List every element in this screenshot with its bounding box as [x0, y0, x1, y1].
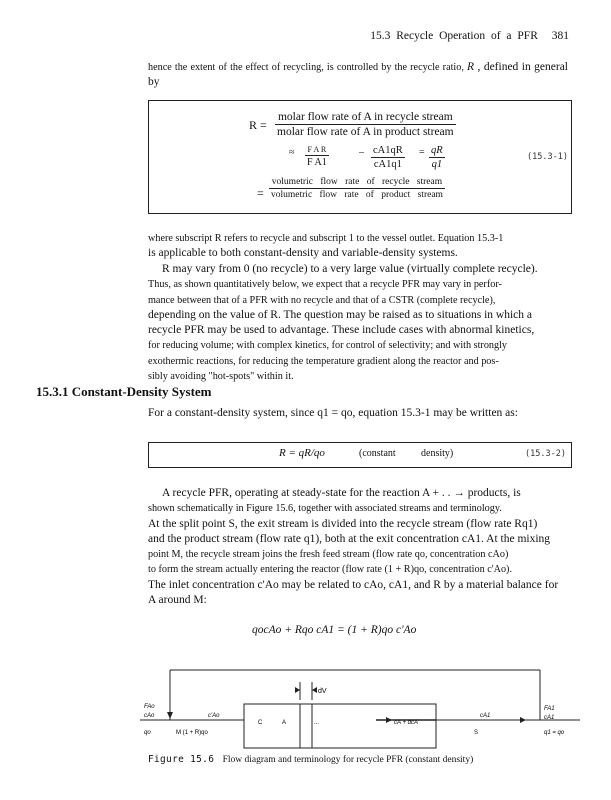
product-ca1: cA1	[544, 715, 555, 721]
eq2-condition-1: (constant	[359, 448, 396, 459]
element-concentration-label: cA + dcA	[394, 720, 418, 726]
eq1-fraction-volumetric	[269, 177, 445, 200]
eq1-volumetric-denominator: volumetric flow rate of product stream	[271, 190, 443, 200]
intro-text-end: , defined in general by	[148, 61, 568, 89]
feed-fao: FAo	[144, 704, 155, 710]
figure-15-6-diagram	[140, 664, 580, 756]
inlet-cao-prime: c'Ao	[208, 713, 220, 719]
eq1-fraction-conc	[371, 145, 405, 170]
para3-line5: recycle PFR may be used to advantage. These include cases with abnormal kinetics,	[148, 324, 535, 337]
para5-line6: to form the stream actually entering the reactor (flow rate (1 + R)qo, concentration c'Ao).	[148, 564, 512, 576]
exit-ca1: cA1	[480, 713, 491, 719]
para2-line2: is applicable to both constant-density and variable-density systems.	[148, 247, 458, 260]
eq1-q1: q1	[431, 159, 443, 170]
running-title: 15.3 Recycle Operation of a PFR	[370, 30, 538, 42]
eq1-conc-numerator: cA1qR	[373, 145, 403, 156]
para3-line4: depending on the value of R. The question may be raised as to situations in which a	[148, 308, 532, 321]
eq1-qr: qR	[431, 145, 443, 156]
feed-cao: cAo	[144, 713, 155, 719]
eq1-conc-denominator: cA1q1	[373, 159, 402, 170]
para5-line3: At the split point S, the exit stream is divided into the recycle stream (flow rate Rq1)	[148, 517, 538, 530]
eq2-expression: R = qR/qo	[279, 447, 325, 459]
exit-arrow-head	[520, 717, 526, 723]
reactor-continuation: ...	[314, 720, 320, 726]
paragraph-constant-density	[148, 406, 568, 421]
figure-label: Figure 15.6	[148, 754, 215, 765]
mixing-point-label: M (1 + R)qo	[176, 730, 208, 736]
para3-line3: mance between that of a PFR with no recycle and that of a CSTR (complete recycle),	[148, 294, 496, 306]
intro-paragraph	[148, 60, 568, 91]
eq1-fraction-molar	[275, 111, 456, 138]
eq1-molar-denominator: molar flow rate of A in product stream	[277, 126, 454, 138]
page-number: 381	[551, 30, 569, 42]
figure-caption	[148, 754, 473, 765]
para3-line7: exothermic reactions, for reducing the temperature gradient along the reactor and pos-	[148, 355, 499, 367]
para4-text: For a constant-density system, since q1 = qo, equation 15.3-1 may be written as:	[148, 407, 518, 419]
paragraph-recycle-pfr	[148, 486, 568, 608]
running-header	[370, 30, 569, 42]
para2-line1: where subscript R refers to recycle and subscript 1 to the vessel outlet. Equation 15.3-1	[148, 233, 504, 244]
eq1-fa1: F A1	[307, 157, 327, 168]
reactor-a-label: A	[282, 720, 287, 726]
dv-label: dV	[318, 688, 327, 695]
eq1-volumetric-numerator: volumetric flow rate of recycle stream	[269, 177, 445, 189]
para3-line1: R may vary from 0 (no recycle) to a very large value (virtually complete recycle).	[162, 263, 538, 275]
product-fa1: FA1	[544, 706, 555, 712]
eq1-fraction-q	[429, 145, 445, 170]
para5-line7: The inlet concentration c'Ao may be related to cAo, cA1, and R by a material balance for	[148, 578, 559, 591]
recycle-ratio-symbol: R	[467, 61, 475, 73]
recycle-arrow-head	[167, 712, 173, 719]
eq2-condition-2: density)	[421, 448, 454, 459]
dv-arrow-left	[295, 687, 300, 693]
paragraph-subscripts	[148, 231, 568, 262]
reactor-c-label: C	[258, 720, 263, 726]
intro-text: hence the extent of the effect of recycling, is controlled by the recycle ratio,	[148, 62, 468, 73]
split-point-label: S	[474, 730, 479, 736]
eq1-far: F A R	[305, 145, 329, 156]
paragraph-recycle-range	[148, 262, 568, 384]
figure-caption-text: Flow diagram and terminology for recycle PFR (constant density)	[222, 755, 474, 765]
section-heading: 15.3.1 Constant-Density System	[36, 384, 212, 399]
eq2-number: (15.3-2)	[525, 449, 566, 459]
para3-line2: Thus, as shown quantitatively below, we expect that a recycle PFR may vary in perfor-	[148, 279, 502, 291]
para5-line8: A around M:	[148, 594, 207, 607]
reactor-vessel	[244, 704, 436, 748]
eq1-fraction-fa	[305, 145, 329, 168]
equation-15-3-2-box	[148, 442, 572, 468]
product-q1: q1 = qo	[544, 730, 565, 736]
para3-line6: for reducing volume; with complex kinetics, for control of selectivity; and with strongly	[148, 340, 508, 352]
material-balance-equation: qocAo + Rqo cA1 = (1 + R)qo c'Ao	[252, 624, 417, 636]
para5-line1: A recycle PFR, operating at steady-state for the reaction A + . . → products, is	[162, 487, 521, 499]
eq1-minus: –	[359, 147, 364, 158]
para5-line4: and the product stream (flow rate q1), both at the exit concentration cA1. At the mixing	[148, 532, 551, 545]
eq1-equals: =	[419, 147, 425, 158]
para3-line8: sibly avoiding "hot-spots" within it.	[148, 371, 294, 383]
dv-arrow-right	[312, 687, 317, 693]
internal-arrow-head	[386, 717, 392, 723]
eq1-molar-numerator: molar flow rate of A in recycle stream	[275, 111, 456, 125]
equation-15-3-1-box	[148, 100, 572, 214]
eq1-approx: ≈	[289, 147, 295, 158]
para5-line2: shown schematically in Figure 15.6, together with associated streams and terminology.	[148, 503, 502, 515]
eq1-lhs: R =	[249, 118, 267, 132]
eq1-number: (15.3-1)	[527, 152, 568, 162]
eq1-equals-2: =	[257, 186, 264, 200]
feed-qo: qo	[144, 730, 151, 736]
para5-line5: point M, the recycle stream joins the fresh feed stream (flow rate qo, concentration cAo)	[148, 549, 509, 561]
